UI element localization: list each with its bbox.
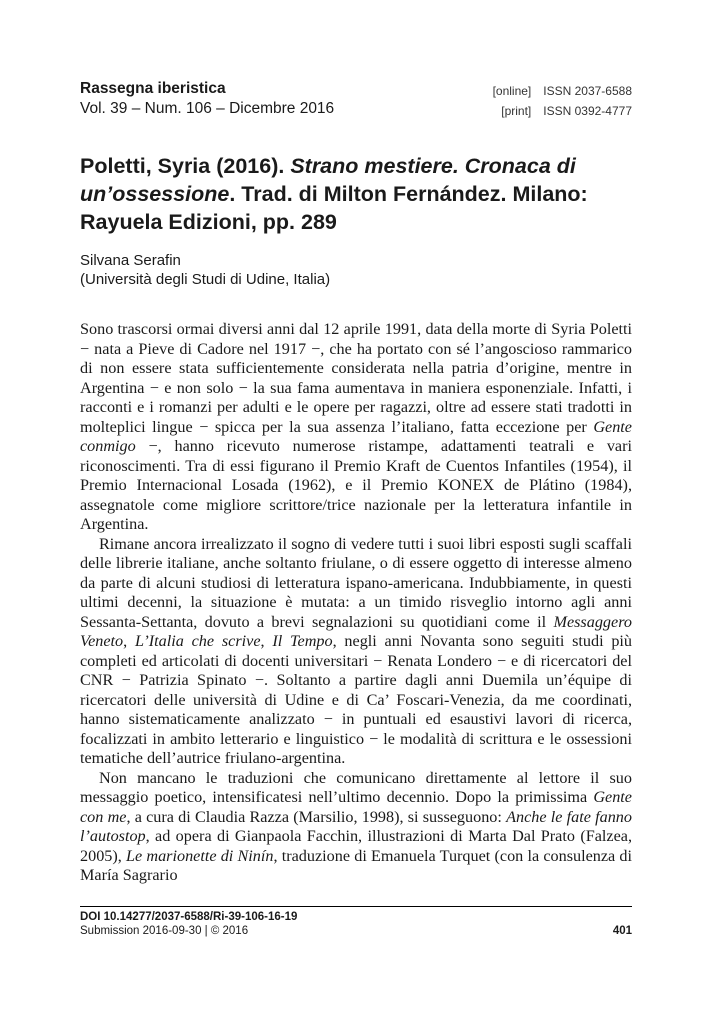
italic-title: Gente con me bbox=[80, 788, 632, 826]
article-title bbox=[80, 152, 640, 236]
italic-title: Il Tempo bbox=[272, 632, 333, 650]
italic-title: L’Italia che scrive bbox=[134, 632, 261, 650]
text-run: , bbox=[260, 632, 273, 650]
issn-online-number: ISSN 2037-6588 bbox=[543, 84, 632, 98]
paragraph-1 bbox=[80, 320, 632, 535]
running-header bbox=[80, 80, 632, 124]
title-part2: . Trad. di Milton Fernández. Milano: Rayuela Edizioni, pp. 289 bbox=[80, 182, 588, 234]
submission-info: Submission 2016-09-30 | © 2016 bbox=[80, 925, 249, 937]
italic-title: Anche le fate fanno l’autostop bbox=[80, 807, 632, 845]
issn-online bbox=[493, 84, 632, 98]
issn-print-label: [print] bbox=[501, 104, 532, 118]
body-text bbox=[80, 320, 632, 898]
text-run: Sono trascorsi ormai diversi anni dal 12 aprile 1991, data della morte di Syria Poletti − nata a Pieve di Cadore nel 1917 −, che ha portato con sé l’angoscioso rammarico di non essere stata sufficientemente considerata nella patria d’origine, mentre in Argentina − e non solo − la sua fama aumentava in maniera esponenziale. Infatti, i racconti e i romanzi per adulti e le opere per ragazzi, oltre ad essere stati tradotti in molteplici lingue − spicca per la sua assenza l’italiano, fatta eccezione per bbox=[80, 320, 632, 436]
text-run: −, hanno ricevuto numerose ristampe, adattamenti teatrali e vari riconoscimenti. Tra di essi figurano il Premio Kraft de Cuentos Infantiles (1954), il Premio Internacional Losada (1962), e il Premio KONEX de Plátino (1984), assegnatole come migliore scrittore/trice nazionale per la letteratura infantile in Argentina. bbox=[80, 437, 632, 533]
text-run: , ad opera di Gianpaola Facchin, illustrazioni di Marta Dal Prato (Falzea, 2005), bbox=[80, 827, 632, 865]
text-run: , traduzione di Emanuela Turquet (con la consulenza di María Sagrario bbox=[80, 846, 632, 884]
author-name: Silvana Serafin bbox=[80, 252, 181, 269]
journal-issue: Vol. 39 – Num. 106 – Dicembre 2016 bbox=[80, 100, 335, 117]
italic-title: Messaggero Veneto bbox=[80, 612, 632, 650]
text-run: , negli anni Novanta sono seguiti studi più completi ed articolati di docenti universitari − Renata Londero − e di ricercatori del CNR − Patrizia Spinato −. Soltanto a partire dagli anni Duemila un’équipe di ricercatori delle università di Udine e di Ca’ Foscari-Venezia, da me coordinati, hanno sistematicamente analizzato − in puntuali ed esaustivi lavori di ricerca, focalizzati in ambito letterario e linguistico − le modalità di scrittura e le ossessioni tematiche dell’autrice friulano-argentina. bbox=[80, 632, 632, 767]
italic-title: Gente conmigo bbox=[80, 417, 632, 455]
title-book-italic: Strano mestiere. Cronaca di un’ossessione bbox=[80, 154, 576, 206]
journal-title: Rassegna iberistica bbox=[80, 80, 226, 97]
page-number: 401 bbox=[612, 925, 632, 937]
italic-title: Le marionette di Ninín bbox=[126, 846, 274, 865]
title-part1: Poletti, Syria (2016). bbox=[80, 154, 291, 178]
paragraph-2 bbox=[80, 535, 632, 769]
text-run: , bbox=[123, 632, 135, 650]
doi: DOI 10.14277/2037-6588/Ri-39-106-16-19 bbox=[80, 911, 298, 923]
text-run: Non mancano le traduzioni che comunicano direttamente al lettore il suo messaggio poetico, intensificatesi nell’ultimo decennio. Dopo la primissima bbox=[80, 768, 632, 806]
text-run: Rimane ancora irrealizzato il sogno di vedere tutti i suoi libri esposti sugli scaffali delle librerie italiane, anche soltanto friulane, o di essere oggetto di interesse almeno da parte di alcuni studiosi di letteratura ispano-americana. Indubbiamente, in questi ultimi decenni, la situazione è mutata: a un timido risveglio intorno agli anni Sessanta-Settanta, dovuto a brevi segnalazioni su quotidiani come il bbox=[80, 534, 632, 631]
footer-divider bbox=[80, 906, 632, 907]
paragraph-3 bbox=[80, 769, 632, 886]
text-run: , a cura di Claudia Razza (Marsilio, 1998), si susseguono: bbox=[126, 807, 507, 826]
issn-print-number: ISSN 0392-4777 bbox=[543, 104, 632, 118]
author-affiliation: (Università degli Studi di Udine, Italia) bbox=[80, 271, 331, 288]
issn-print bbox=[501, 104, 632, 118]
issn-online-label: [online] bbox=[492, 84, 532, 98]
